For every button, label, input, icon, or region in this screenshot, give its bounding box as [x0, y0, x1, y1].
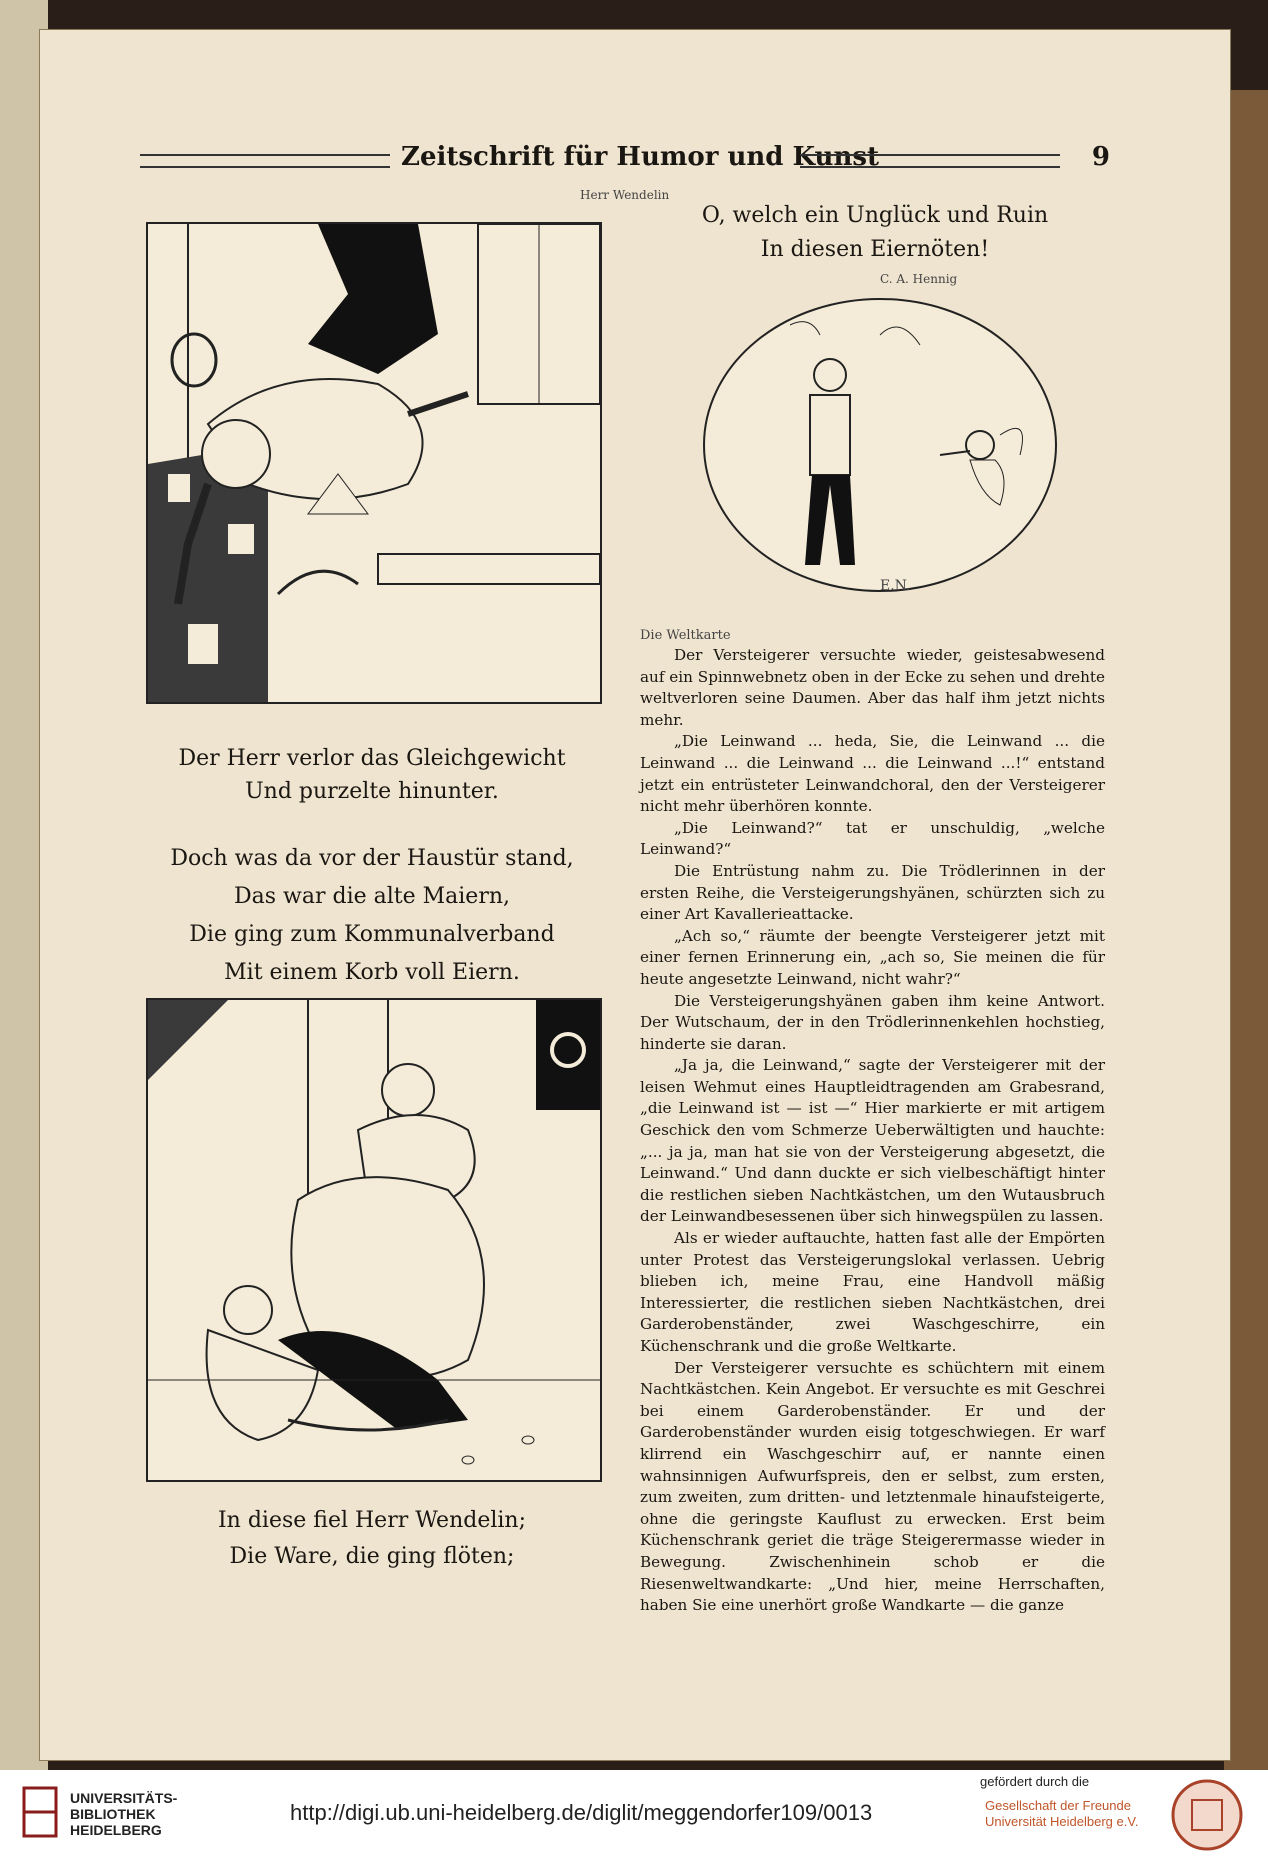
verse-line: In diese fiel Herr Wendelin; — [217, 1508, 526, 1533]
paragraph: Die Versteigerungshyänen gaben ihm keine Antwort. Der Wutschaum, der in den Trödlerinnenkehlen hochstieg, hinderte sie daran. — [640, 991, 1105, 1053]
society-line: Universität Heidelberg e.V. — [985, 1814, 1139, 1829]
verse-line: Doch was da vor der Haustür stand, — [170, 846, 574, 871]
library-name — [70, 1790, 177, 1838]
article-heading: Die Weltkarte — [640, 628, 731, 643]
egg-basket-drawing — [148, 1000, 600, 1480]
library-logo-icon — [20, 1782, 60, 1842]
verse-line: O, welch ein Unglück und Ruin — [701, 203, 1049, 228]
paragraph: Der Versteigerer versuchte es schüchtern mit einem Nachtkästchen. Kein Angebot. Er versuchte es mit Geschrei bei einem Garderobenständer. Er und der Garderobenständer wurden eisig totgeschwiegen. Er warf klirrend ein Waschgeschirr auf, er nannte einen wahnsinnigen Aufwurfspreis, den er selbst, zum ersten, zum zweiten, zum dritten- und letztenmale hinaufsteigerte, ohne die geringste Kauflust zu erwecken. Erst beim Küchenschrank geriet die träge Steigerermasse wieder in Bewegung. Zwischenhinein schob er die Riesenweltwandkarte: „Und hier, meine Herrschaften, haben Sie eine unerhört große Wandkarte — die ganze — [640, 1358, 1105, 1615]
header-ornament-left — [140, 154, 390, 168]
oval-cupid-drawing — [700, 295, 1060, 605]
permalink-url[interactable]: http://digi.ub.uni-heidelberg.de/diglit/meggendorfer109/0013 — [290, 1800, 873, 1825]
illustration-egg-basket — [146, 998, 602, 1482]
page-header — [100, 142, 1110, 182]
paragraph: „Ja ja, die Leinwand,“ sagte der Versteigerer mit der leisen Wehmut eines Hauptleidtragenden am Grabesrand, „die Leinwand ist — ist —“ Hier markierte er mit artigem Geschick den vom Schmerze Ueberwältigten und hauchte: „... ja ja, man hat sie von der Versteigerung abgesetzt, die Leinwand.“ Und dann duckte er sich vielbeschäftigt hinter die restlichen sieben Nachtkästchen, um den Wutausbruch der Leinwandbesessenen über sich hinwegspülen zu lassen. — [640, 1056, 1105, 1226]
verse-line: In diesen Eiernöten! — [760, 237, 990, 262]
paragraph: Der Versteigerer versuchte wieder, geistesabwesend auf ein Spinnwebnetz oben in der Ecke zu sehen und drehte weltverloren seine Daumen. Aber das half ihm jetzt nichts mehr. — [640, 646, 1105, 729]
verse-line: Die Ware, die ging flöten; — [229, 1544, 515, 1569]
illustration-oval-cupid — [700, 295, 1060, 605]
verse-line: Mit einem Korb voll Eiern. — [224, 960, 520, 985]
verse-author: C. A. Hennig — [880, 272, 958, 286]
verse-line: Der Herr verlor das Gleichgewicht — [178, 746, 566, 771]
verse-block-3 — [146, 1503, 598, 1575]
illustrator-signature: E.N. — [880, 578, 911, 594]
sponsor-label: gefördert durch die — [980, 1774, 1090, 1789]
society-line: Gesellschaft der Freunde — [985, 1798, 1131, 1813]
paragraph: Die Entrüstung nahm zu. Die Trödlerinnen in der ersten Reihe, die Versteigerungshyänen, schürzten sich zu einer Art Kavallerieattacke. — [640, 861, 1105, 924]
paragraph: „Die Leinwand ... heda, Sie, die Leinwand ... die Leinwand ... die Leinwand ... die Leinwand ...!“ entstand jetzt ein entrüsteter Leinwandchoral, den der Versteigerer nicht mehr überhören konnte. — [640, 732, 1105, 816]
falling-man-drawing — [148, 224, 600, 702]
paragraph: „Ach so,“ räumte der beengte Versteigerer jetzt mit einer fernen Erinnerung ein, „ach so, Sie meinen die für heute angesetzte Leinwand, nicht wahr?“ — [640, 926, 1105, 988]
caption-herr-wendelin: Herr Wendelin — [580, 188, 670, 202]
book-binding-edge — [1224, 90, 1268, 1770]
header-ornament-right — [800, 154, 1060, 168]
illustration-falling-man — [146, 222, 602, 704]
library-line: BIBLIOTHEK — [70, 1806, 156, 1822]
paragraph: „Die Leinwand?“ tat er unschuldig, „welche Leinwand?“ — [640, 818, 1105, 859]
library-line: UNIVERSITÄTS- — [70, 1790, 178, 1806]
verse-line: Die ging zum Kommunalverband — [189, 922, 555, 947]
page-number: 9 — [1091, 142, 1110, 172]
paragraph: Als er wieder auftauchte, hatten fast alle der Empörten unter Protest das Versteigerungslokal verlassen. Uebrig blieben ich, meine Frau, eine Handvoll mäßig Interessierter, die restlichen sieben Nachtkästchen, drei Garderobenständer, zwei Waschgeschirre, ein Küchenschrank und die große Weltkarte. — [640, 1229, 1105, 1355]
library-line: HEIDELBERG — [70, 1822, 162, 1838]
header-title: Zeitschrift für Humor und Kunst — [400, 142, 880, 172]
verse-block-2 — [146, 840, 598, 992]
verse-line: Das war die alte Maiern, — [233, 884, 510, 909]
university-seal-icon — [1170, 1778, 1244, 1852]
sponsor-society — [985, 1798, 1138, 1830]
verse-line: Und purzelte hinunter. — [245, 779, 499, 804]
article-body — [640, 645, 1105, 1617]
verse-block-1 — [146, 742, 598, 808]
